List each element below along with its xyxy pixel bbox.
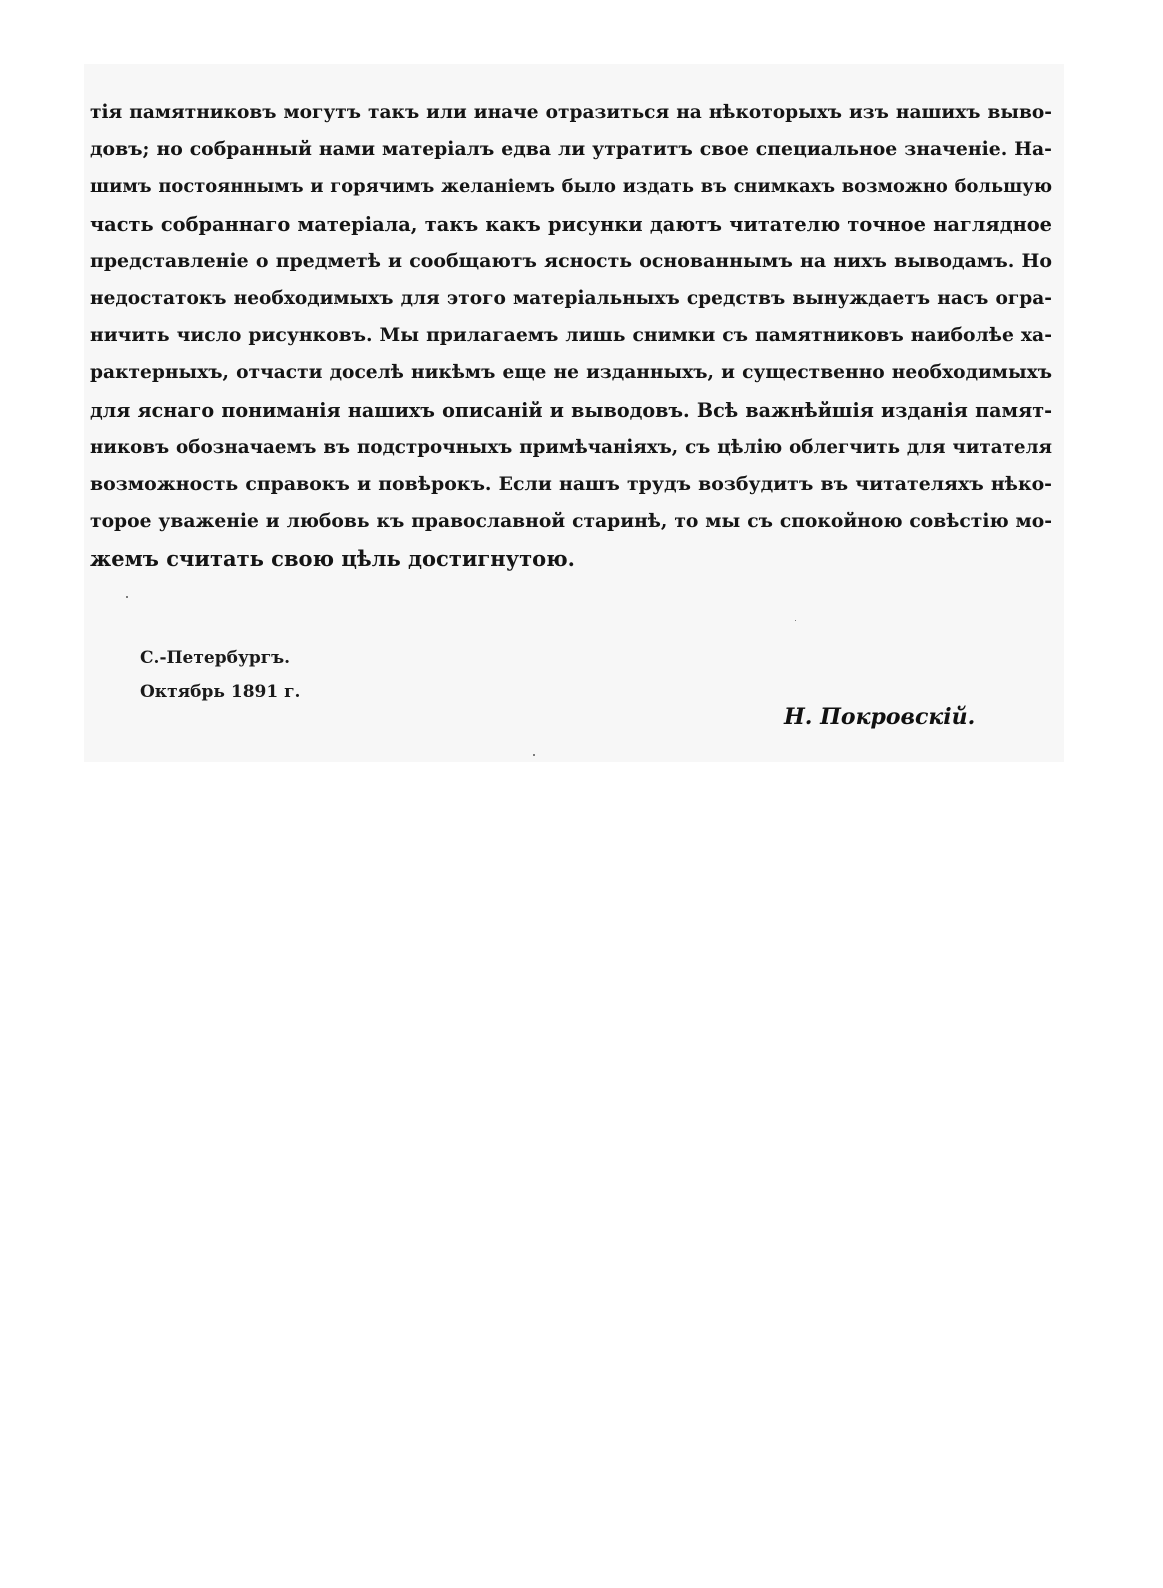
text-line: жемъ считать свою цѣль достигнутою.	[90, 546, 575, 572]
text-line: представленіе о предметѣ и сообщаютъ ясность основаннымъ на нихъ выводамъ. Но	[90, 249, 1052, 272]
author-signature: Н. Покровскій.	[784, 704, 976, 730]
text-line: торое уваженіе и любовь къ православной старинѣ, то мы съ спокойною совѣстію мо-	[90, 510, 1052, 533]
scan-speck	[533, 754, 535, 756]
text-line: недостатокъ необходимыхъ для этого матеріальныхъ средствъ вынуждаетъ насъ огра-	[90, 287, 1052, 309]
text-line: тія памятниковъ могутъ такъ или иначе отразиться на нѣкоторыхъ изъ нашихъ выво-	[90, 102, 1052, 123]
preface-text	[90, 94, 1052, 577]
text-line: для яснаго пониманія нашихъ описаній и выводовъ. Всѣ важнѣйшія изданія памят-	[90, 398, 1052, 422]
place-text: С.-Петербургъ.	[140, 648, 291, 668]
text-line: никовъ обозначаемъ въ подстрочныхъ примѣчаніяхъ, съ цѣлію облегчить для читателя	[90, 436, 1052, 458]
text-line: рактерныхъ, отчасти доселѣ никѣмъ еще не изданныхъ, и существенно необходимыхъ	[90, 362, 1052, 384]
text-line: часть собраннаго матеріала, такъ какъ рисунки даютъ читателю точное наглядное	[90, 212, 1052, 236]
text-line: шимъ постояннымъ и горячимъ желаніемъ было издать въ снимкахъ возможно большую	[90, 176, 1052, 198]
scan-speck	[126, 596, 128, 598]
place-and-date	[140, 641, 300, 709]
date-text: Октябрь 1891 г.	[140, 682, 301, 702]
scan-speck	[795, 620, 796, 621]
text-line: ничить число рисунковъ. Мы прилагаемъ лишь снимки съ памятниковъ наиболѣе ха-	[90, 324, 1052, 347]
text-line: довъ; но собранный нами матеріалъ едва ли утратитъ свое специальное значеніе. На-	[90, 138, 1052, 161]
text-line: возможность справокъ и повѣрокъ. Если нашъ трудъ возбудитъ въ читателяхъ нѣко-	[90, 472, 1052, 495]
